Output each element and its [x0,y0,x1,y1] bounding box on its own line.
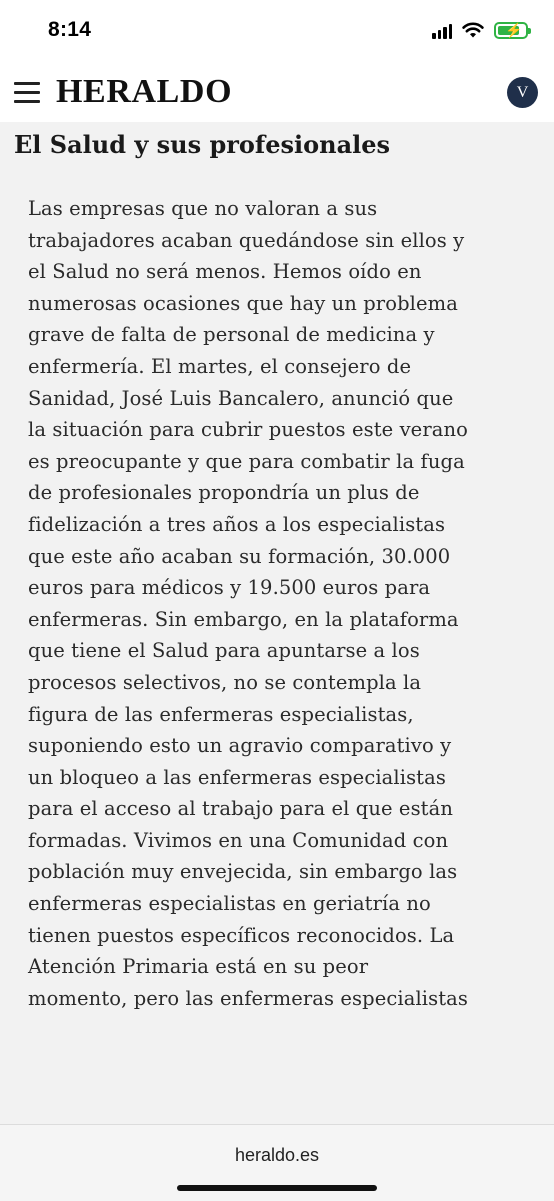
paragraph-line: la situación para cubrir puestos este verano [28,418,468,442]
paragraph-line: trabajadores acaban quedándose sin ellos y [28,228,465,252]
paragraph-line: enfermeras especialistas en geriatría no [28,892,431,916]
home-indicator[interactable] [177,1185,377,1191]
paragraph-line: numerosas ocasiones que hay un problema [28,291,458,315]
paragraph-line: que este año acaban su formación, 30.000 [28,544,451,568]
status-time: 8:14 [48,18,92,41]
article-body [0,122,554,1124]
paragraph-line: Atención Primaria está en su peor [28,955,369,979]
site-logo[interactable]: HERALDO [56,73,233,110]
site-header [0,64,554,123]
battery-charging-icon: ⚡ [494,22,528,39]
paragraph-line: Las empresas que no valoran a sus [28,197,378,220]
article-title: El Salud y sus profesionales [14,130,391,159]
paragraph-line: de profesionales propondría un plus de [28,481,420,505]
paragraph-line: suponiendo esto un agravio comparativo y [28,734,452,758]
cellular-signal-icon [432,23,452,39]
paragraph-line: para el acceso al trabajo para el que están [28,797,453,821]
paragraph-line: procesos selectivos, no se contempla la [28,670,422,694]
paragraph-line: es preocupante y que para combatir la fuga [28,449,465,473]
paragraph-line: que tiene el Salud para apuntarse a los [28,639,420,663]
paragraph-line: Sanidad, José Luis Bancalero, anunció que [28,386,454,410]
status-bar [0,0,554,64]
url-text[interactable]: heraldo.es [234,1145,320,1165]
paragraph-line: momento, pero las enfermeras especialistas [28,986,469,1010]
paragraph-line: euros para médicos y 19.500 euros para [28,576,431,600]
paragraph-line: tienen puestos específicos reconocidos. La [28,923,455,947]
paragraph-line: enfermeras. Sin embargo, en la plataforma [28,607,459,631]
user-avatar[interactable]: V [507,77,538,108]
hamburger-menu-icon[interactable] [14,82,40,104]
paragraph-line: formadas. Vivimos en una Comunidad con [28,828,449,852]
article-paragraph [28,193,528,1014]
wifi-icon [462,22,484,39]
paragraph-line: población muy envejecida, sin embargo las [28,860,458,884]
paragraph-line: enfermería. El martes, el consejero de [28,354,412,378]
paragraph-line: figura de las enfermeras especialistas, [28,702,414,726]
paragraph-line: fidelización a tres años a los especialistas [28,512,446,536]
status-icons [432,22,528,39]
paragraph-line: un bloqueo a las enfermeras especialistas [28,765,446,789]
paragraph-line: el Salud no será menos. Hemos oído en [28,260,422,284]
paragraph-line: grave de falta de personal de medicina y [28,323,435,347]
